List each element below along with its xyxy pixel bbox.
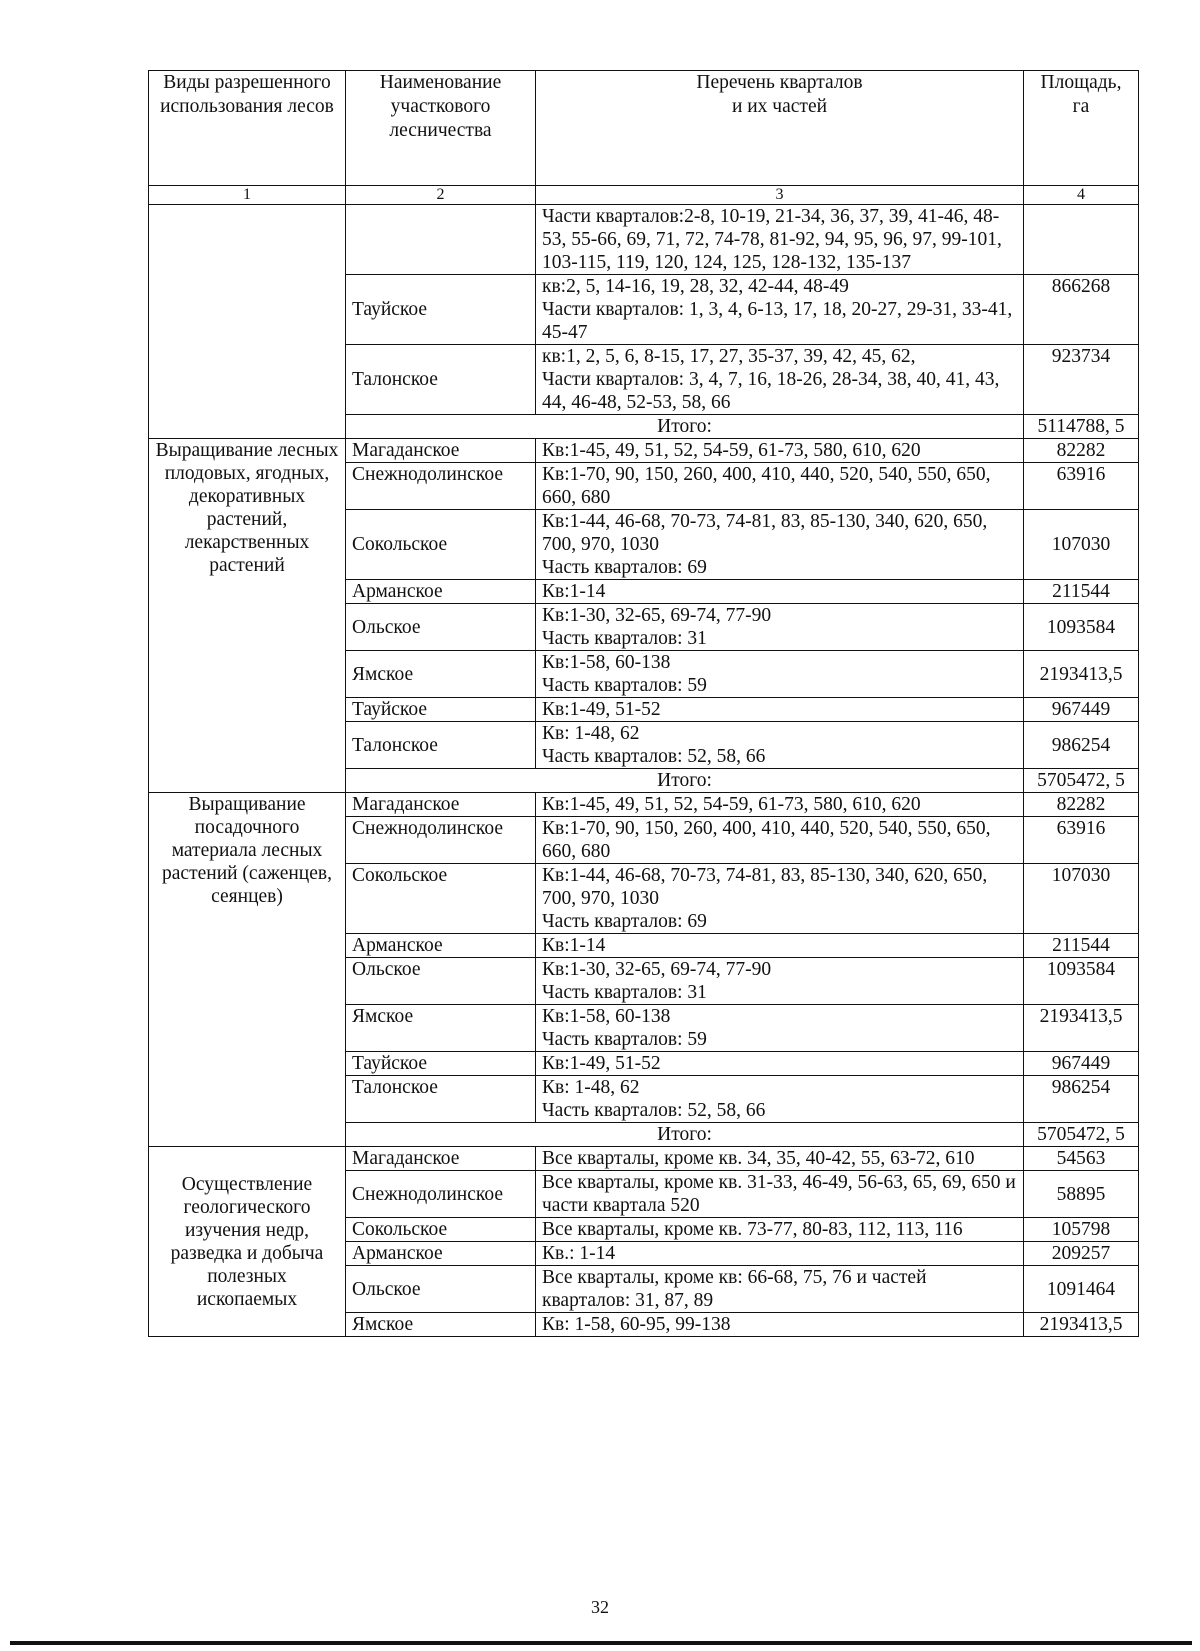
quarters-cell [536, 439, 1024, 463]
forestry-cell: Арманское [346, 1242, 536, 1266]
use-type-cell: Выращивание лесных плодовых, ягодных, декоративных растений, лекарственных растений [149, 439, 346, 793]
forestry-cell: Снежнодолинское [346, 1171, 536, 1218]
quarters-line: Часть кварталов: 52, 58, 66 [542, 1100, 766, 1121]
column-number-3: 3 [536, 186, 1024, 205]
quarters-cell [536, 934, 1024, 958]
header-quarters-line-1: Перечень кварталов [696, 72, 863, 93]
quarters-cell [536, 958, 1024, 1005]
quarters-line: Кв:1-58, 60-138 [542, 1006, 671, 1027]
area-cell: 63916 [1024, 463, 1139, 510]
quarters-line: Кв:1-30, 32-65, 69-74, 77-90 [542, 605, 772, 626]
quarters-cell [536, 1242, 1024, 1266]
forestry-cell: Магаданское [346, 1147, 536, 1171]
forestry-cell: Тауйское [346, 698, 536, 722]
quarters-line: кв:2, 5, 14-16, 19, 28, 32, 42-44, 48-49 [542, 276, 849, 297]
quarters-line: Части кварталов: 1, 3, 4, 6-13, 17, 18, 20-27, 29-31, 33-41, 45-47 [542, 299, 1013, 343]
total-label: Итого: [346, 415, 1024, 439]
quarters-cell [536, 722, 1024, 769]
quarters-line: Кв:1-44, 46-68, 70-73, 74-81, 83, 85-130, 340, 620, 650, 700, 970, 1030 [542, 511, 988, 555]
forestry-cell: Ольское [346, 604, 536, 651]
quarters-line: Часть кварталов: 69 [542, 557, 707, 578]
quarters-line: Кв: 1-58, 60-95, 99-138 [542, 1314, 731, 1335]
table-body [149, 205, 1139, 1337]
area-cell [1024, 205, 1139, 275]
area-cell: 986254 [1024, 722, 1139, 769]
quarters-line: Кв:1-70, 90, 150, 260, 400, 410, 440, 520, 540, 550, 650, 660, 680 [542, 464, 991, 508]
quarters-cell [536, 1266, 1024, 1313]
area-cell: 2193413,5 [1024, 1005, 1139, 1052]
quarters-cell [536, 1052, 1024, 1076]
quarters-cell [536, 651, 1024, 698]
area-cell: 967449 [1024, 1052, 1139, 1076]
table-header-row [149, 71, 1139, 186]
quarters-line: Часть кварталов: 59 [542, 675, 707, 696]
forestry-cell: Талонское [346, 1076, 536, 1123]
quarters-cell [536, 793, 1024, 817]
forestry-cell: Магаданское [346, 793, 536, 817]
forestry-cell: Снежнодолинское [346, 817, 536, 864]
quarters-cell [536, 698, 1024, 722]
use-type-cell: Осуществление геологического изучения недр, разведка и добыча полезных ископаемых [149, 1147, 346, 1337]
quarters-cell [536, 510, 1024, 580]
quarters-line: Кв.: 1-14 [542, 1243, 616, 1264]
quarters-cell [536, 817, 1024, 864]
quarters-cell [536, 1171, 1024, 1218]
area-cell: 63916 [1024, 817, 1139, 864]
quarters-line: Кв:1-14 [542, 581, 606, 602]
header-area: Площадь, га [1024, 71, 1139, 186]
quarters-line: Часть кварталов: 31 [542, 628, 707, 649]
column-number-row [149, 186, 1139, 205]
quarters-line: Кв:1-45, 49, 51, 52, 54-59, 61-73, 580, 610, 620 [542, 440, 921, 461]
area-cell: 82282 [1024, 439, 1139, 463]
quarters-line: Все кварталы, кроме кв. 73-77, 80-83, 112, 113, 116 [542, 1219, 963, 1240]
header-use-type: Виды разрешенного использования лесов [149, 71, 346, 186]
area-cell: 923734 [1024, 345, 1139, 415]
table-row [149, 793, 1139, 817]
quarters-line: Кв:1-44, 46-68, 70-73, 74-81, 83, 85-130, 340, 620, 650, 700, 970, 1030 [542, 865, 988, 909]
forestry-cell: Арманское [346, 580, 536, 604]
quarters-line: Кв: 1-48, 62 [542, 1077, 640, 1098]
forestry-cell: Ямское [346, 1313, 536, 1337]
area-cell: 105798 [1024, 1218, 1139, 1242]
column-number-4: 4 [1024, 186, 1139, 205]
forestry-cell: Талонское [346, 722, 536, 769]
quarters-line: Кв:1-58, 60-138 [542, 652, 671, 673]
quarters-line: Кв:1-30, 32-65, 69-74, 77-90 [542, 959, 772, 980]
area-cell: 986254 [1024, 1076, 1139, 1123]
quarters-line: Кв:1-49, 51-52 [542, 699, 661, 720]
quarters-cell [536, 1076, 1024, 1123]
use-type-cell [149, 205, 346, 439]
forestry-cell: Ямское [346, 651, 536, 698]
forestry-cell: Снежнодолинское [346, 463, 536, 510]
total-label: Итого: [346, 769, 1024, 793]
bottom-rule [10, 1641, 1192, 1645]
quarters-cell [536, 864, 1024, 934]
header-quarters-list [536, 71, 1024, 186]
quarters-line: Часть кварталов: 31 [542, 982, 707, 1003]
quarters-line: Части кварталов: 3, 4, 7, 16, 18-26, 28-34, 38, 40, 41, 43, 44, 46-48, 52-53, 58, 66 [542, 369, 1000, 413]
forestry-cell: Магаданское [346, 439, 536, 463]
quarters-cell [536, 1005, 1024, 1052]
area-cell: 82282 [1024, 793, 1139, 817]
forestry-cell: Тауйское [346, 275, 536, 345]
total-value: 5114788, 5 [1024, 415, 1139, 439]
total-label: Итого: [346, 1123, 1024, 1147]
table-row [149, 1147, 1139, 1171]
forestry-cell: Талонское [346, 345, 536, 415]
forestry-cell: Ольское [346, 1266, 536, 1313]
quarters-line: Кв:1-45, 49, 51, 52, 54-59, 61-73, 580, 610, 620 [542, 794, 921, 815]
quarters-line: Кв: 1-48, 62 [542, 723, 640, 744]
area-cell: 54563 [1024, 1147, 1139, 1171]
quarters-cell [536, 604, 1024, 651]
quarters-cell [536, 345, 1024, 415]
quarters-line: Кв:1-70, 90, 150, 260, 400, 410, 440, 520, 540, 550, 650, 660, 680 [542, 818, 991, 862]
quarters-cell [536, 275, 1024, 345]
header-quarters-line-2: и их частей [731, 96, 828, 117]
quarters-cell [536, 1147, 1024, 1171]
table-row [149, 439, 1139, 463]
column-number-1: 1 [149, 186, 346, 205]
quarters-line: Кв:1-14 [542, 935, 606, 956]
quarters-cell [536, 1313, 1024, 1337]
area-cell: 107030 [1024, 864, 1139, 934]
area-cell: 1093584 [1024, 958, 1139, 1005]
area-cell: 1091464 [1024, 1266, 1139, 1313]
forestry-cell: Тауйское [346, 1052, 536, 1076]
column-number-2: 2 [346, 186, 536, 205]
area-cell: 1093584 [1024, 604, 1139, 651]
quarters-line: Все кварталы, кроме кв. 31-33, 46-49, 56-63, 65, 69, 650 и части квартала 520 [542, 1172, 1016, 1216]
forest-use-table [148, 70, 1139, 1337]
table-row [149, 205, 1139, 275]
forestry-cell: Ямское [346, 1005, 536, 1052]
area-cell: 2193413,5 [1024, 1313, 1139, 1337]
quarters-line: Все кварталы, кроме кв: 66-68, 75, 76 и частей кварталов: 31, 87, 89 [542, 1267, 927, 1311]
quarters-cell [536, 580, 1024, 604]
forestry-cell: Сокольское [346, 1218, 536, 1242]
total-value: 5705472, 5 [1024, 1123, 1139, 1147]
forestry-cell: Ольское [346, 958, 536, 1005]
quarters-line: Кв:1-49, 51-52 [542, 1053, 661, 1074]
forestry-cell: Арманское [346, 934, 536, 958]
area-cell: 211544 [1024, 934, 1139, 958]
use-type-cell: Выращивание посадочного материала лесных растений (саженцев, сеянцев) [149, 793, 346, 1147]
quarters-line: Часть кварталов: 52, 58, 66 [542, 746, 766, 767]
forestry-cell: Сокольское [346, 510, 536, 580]
area-cell: 58895 [1024, 1171, 1139, 1218]
area-cell: 211544 [1024, 580, 1139, 604]
area-cell: 967449 [1024, 698, 1139, 722]
area-cell: 209257 [1024, 1242, 1139, 1266]
quarters-line: кв:1, 2, 5, 6, 8-15, 17, 27, 35-37, 39, 42, 45, 62, [542, 346, 916, 367]
total-value: 5705472, 5 [1024, 769, 1139, 793]
area-cell: 2193413,5 [1024, 651, 1139, 698]
area-cell: 107030 [1024, 510, 1139, 580]
quarters-cell: Части кварталов:2-8, 10-19, 21-34, 36, 37, 39, 41-46, 48-53, 55-66, 69, 71, 72, 74-78, 81-92, 94, 95, 96, 97, 99-101, 103-115, 119, 120, 124, 125, 128-132, 135-137 [536, 205, 1024, 275]
quarters-line: Часть кварталов: 69 [542, 911, 707, 932]
quarters-cell [536, 1218, 1024, 1242]
quarters-line: Все кварталы, кроме кв. 34, 35, 40-42, 55, 63-72, 610 [542, 1148, 975, 1169]
area-cell: 866268 [1024, 275, 1139, 345]
forestry-cell [346, 205, 536, 275]
header-forestry-name: Наименование участкового лесничества [346, 71, 536, 186]
page-number: 32 [591, 1597, 609, 1617]
quarters-line: Часть кварталов: 59 [542, 1029, 707, 1050]
quarters-cell [536, 463, 1024, 510]
forestry-cell: Сокольское [346, 864, 536, 934]
